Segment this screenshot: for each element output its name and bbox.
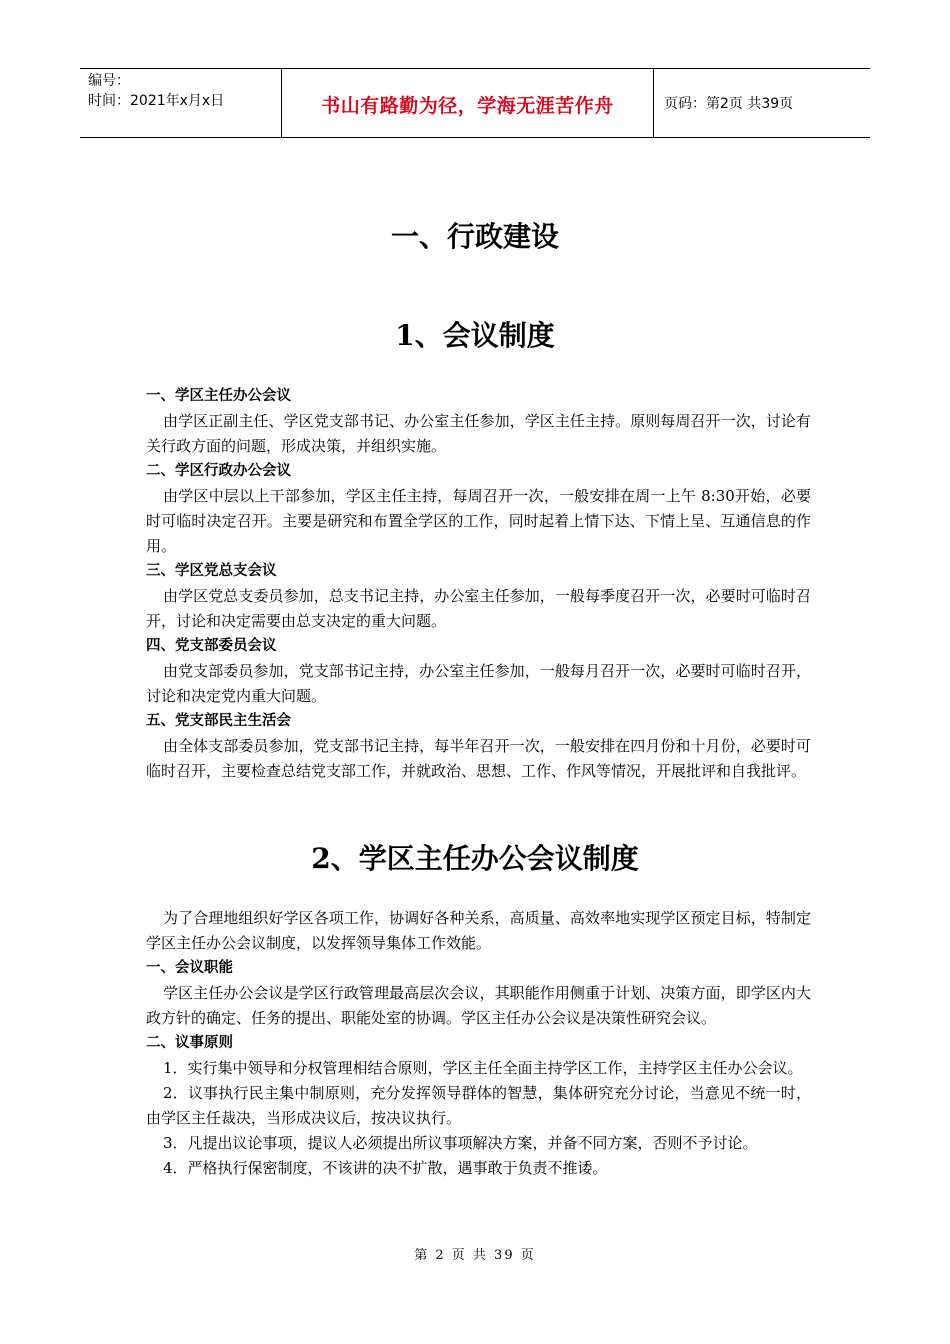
section1-title: 1、会议制度 (395, 319, 555, 352)
header-motto-cell (282, 69, 654, 137)
section1-item-text: 由全体支部委员参加，党支部书记主持，每半年召开一次，一般安排在四月份和十月份，必要时可临时召开，主要检查总结党支部工作，并就政治、思想、工作、作风等情况，开展批评和自我批评。 (146, 737, 811, 780)
main-title: 一、行政建设 (390, 220, 559, 253)
page-footer: 第 2 页 共 39 页 (414, 1248, 536, 1263)
document-number-label: 编号： (88, 73, 130, 89)
section1-item-text: 由学区党总支委员参加，总支书记主持，办公室主任参加，一般每季度召开一次，必要时可临时召开，讨论和决定需要由总支决定的重大问题。 (146, 587, 811, 630)
section2-function-heading: 一、会议职能 (146, 960, 233, 976)
section1-item-heading: 四、党支部委员会议 (146, 638, 277, 654)
section1-item-heading: 五、党支部民主生活会 (146, 713, 291, 729)
header-motto: 书山有路勤为径，学海无涯苦作舟 (321, 94, 614, 117)
section1-item-heading: 二、学区行政办公会议 (146, 463, 291, 479)
section2-principles-heading: 二、议事原则 (146, 1035, 233, 1051)
page-header (80, 68, 870, 138)
section2-intro: 为了合理地组织好学区各项工作，协调好各种关系，高质量、高效率地实现学区预定目标，特制定学区主任办公会议制度，以发挥领导集体工作效能。 (146, 909, 811, 952)
section2-function-text: 学区主任办公会议是学区行政管理最高层次会议，其职能作用侧重于计划、决策方面，即学区内大政方针的确定、任务的提出、职能处室的协调。学区主任办公会议是决策性研究会议。 (146, 984, 811, 1027)
section2-principle-item: 2．议事执行民主集中制原则，充分发挥领导群体的智慧，集体研究充分讨论，当意见不统一时，由学区主任裁决，当形成决议后，按决议执行。 (146, 1084, 811, 1127)
section1-body (146, 384, 811, 784)
section2-principle-item: 3．凡提出议论事项，提议人必须提出所议事项解决方案，并备不同方案，否则不予讨论。 (163, 1134, 758, 1152)
section1-item-text: 由学区中层以上干部参加，学区主任主持，每周召开一次，一般安排在周一上午 8:30开始，必要时可临时决定召开。主要是研究和布置全学区的工作，同时起着上情下达、下情上呈、互通信息的作用。 (146, 487, 811, 555)
section2-principle-item: 1．实行集中领导和分权管理相结合原则，学区主任全面主持学区工作，主持学区主任办公会议。 (163, 1059, 803, 1077)
document-time-label: 时间：2021年x月x日 (88, 93, 225, 109)
section1-item-heading: 三、学区党总支会议 (146, 563, 277, 579)
header-meta-cell (80, 69, 282, 137)
section1-item-text: 由学区正副主任、学区党支部书记、办公室主任参加，学区主任主持。原则每周召开一次，讨论有关行政方面的问题，形成决策，并组织实施。 (146, 412, 811, 455)
section1-item-text: 由党支部委员参加，党支部书记主持，办公室主任参加，一般每月召开一次，必要时可临时召开，讨论和决定党内重大问题。 (146, 662, 811, 705)
section1-item-heading: 一、学区主任办公会议 (146, 388, 291, 404)
header-page-cell (654, 69, 870, 137)
header-page-info: 页码：第2页 共39页 (664, 96, 794, 112)
section2-principle-item: 4．严格执行保密制度，不该讲的决不扩散，遇事敢于负责不推诿。 (163, 1159, 608, 1177)
section2-body (146, 906, 811, 1181)
section2-title: 2、学区主任办公会议制度 (311, 842, 639, 875)
